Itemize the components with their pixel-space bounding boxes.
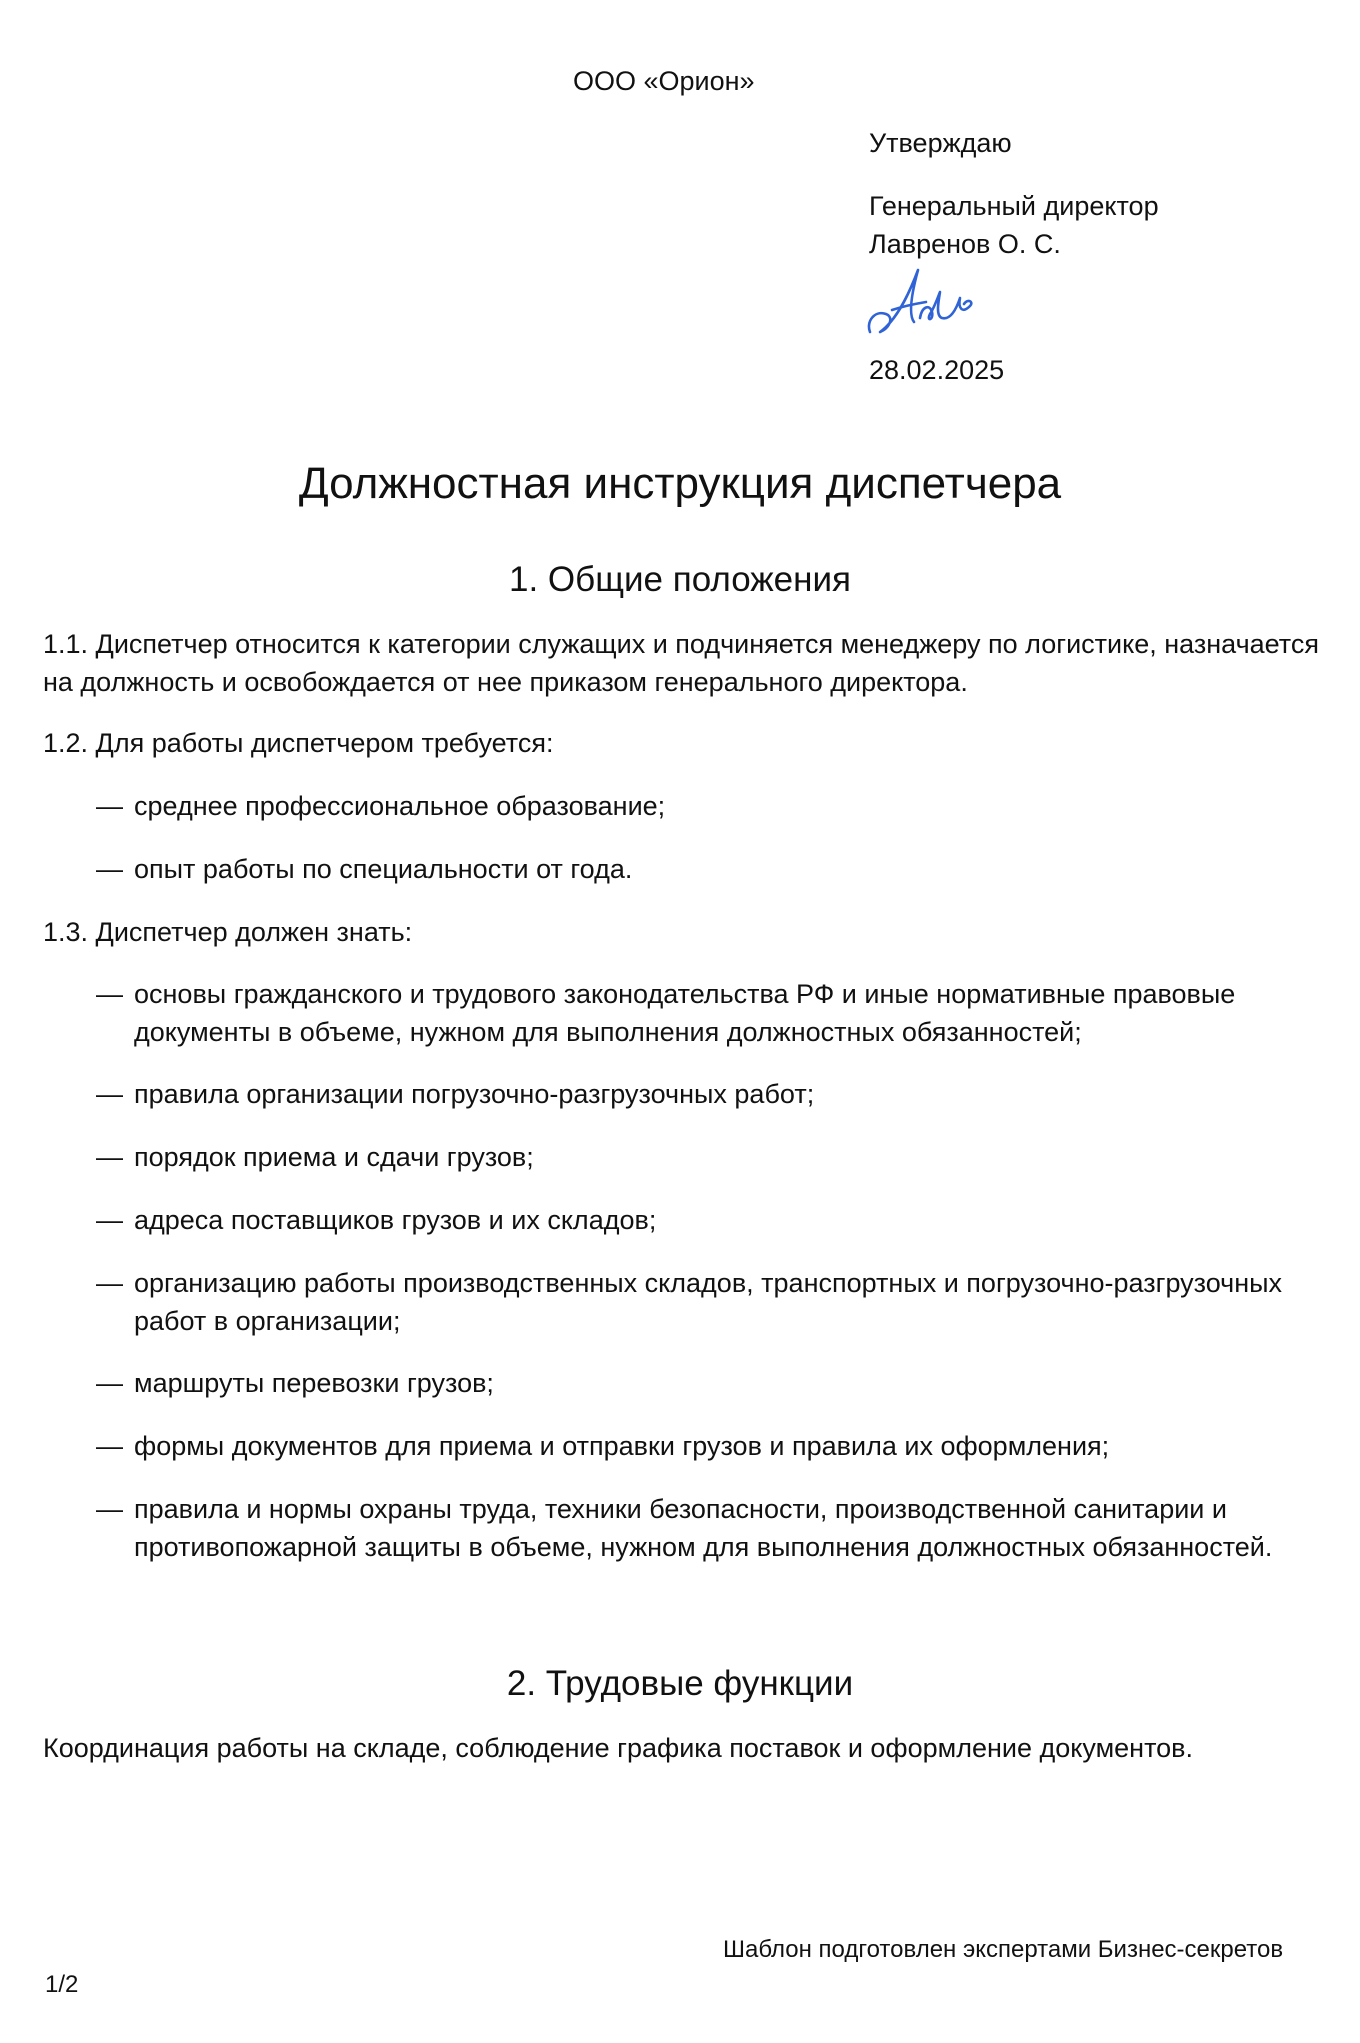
list-item-text: порядок приема и сдачи грузов; xyxy=(134,1142,534,1172)
list-item-text: организацию работы производственных складов, транспортных и погрузочно-разгрузочных работ в организации; xyxy=(134,1268,1283,1336)
list-item-text: правила и нормы охраны труда, техники безопасности, производственной санитарии и противопожарной защиты в объеме, нужном для выполнения должностных обязанностей. xyxy=(134,1494,1273,1562)
list-item-text: опыт работы по специальности от года. xyxy=(134,854,633,884)
list-item xyxy=(96,1427,1336,1465)
director-title: Генеральный директор xyxy=(869,191,1159,221)
list-item xyxy=(96,1138,1336,1176)
list-item xyxy=(96,975,1336,1051)
list-dash: — xyxy=(96,1079,123,1109)
footer-credit: Шаблон подготовлен экспертами Бизнес-секретов xyxy=(723,1936,1284,1963)
list-item-text: среднее профессиональное образование; xyxy=(134,791,666,821)
list-dash: — xyxy=(96,1142,123,1172)
list-item-text: маршруты перевозки грузов; xyxy=(134,1368,494,1398)
list-item-text: формы документов для приема и отправки грузов и правила их оформления; xyxy=(134,1431,1110,1461)
list-item-text: адреса поставщиков грузов и их складов; xyxy=(134,1205,657,1235)
paragraph-1-3: 1.3. Диспетчер должен знать: xyxy=(43,917,413,947)
approval-date: 28.02.2025 xyxy=(869,355,1005,385)
list-dash: — xyxy=(96,791,123,821)
list-dash: — xyxy=(96,1368,123,1398)
list-item xyxy=(96,1490,1336,1566)
list-dash: — xyxy=(96,1494,123,1524)
list-item-text: основы гражданского и трудового законодательства РФ и иные нормативные правовые документы в объеме, нужном для выполнения должностных обязанностей; xyxy=(134,979,1236,1047)
page-number: 1/2 xyxy=(45,1971,79,1998)
section-2-heading: 2. Трудовые функции xyxy=(506,1664,854,1703)
list-item xyxy=(96,1364,1336,1402)
list-item xyxy=(96,787,1336,825)
organization-name: ООО «Орион» xyxy=(573,66,755,96)
paragraph-1-2: 1.2. Для работы диспетчером требуется: xyxy=(43,728,554,758)
signature-icon xyxy=(864,262,980,346)
document-title: Должностная инструкция диспетчера xyxy=(298,459,1062,508)
section-2-text: Координация работы на складе, соблюдение графика поставок и оформление документов. xyxy=(43,1733,1194,1763)
section-1-heading: 1. Общие положения xyxy=(509,560,851,599)
list-dash: — xyxy=(96,1431,123,1461)
list-dash: — xyxy=(96,854,123,884)
list-item xyxy=(96,1264,1336,1340)
approve-label: Утверждаю xyxy=(869,128,1012,158)
paragraph-1-1: 1.1. Диспетчер относится к категории служащих и подчиняется менеджеру по логистике, назначается на должность и освобождается от нее приказом генерального директора. xyxy=(43,629,1319,697)
director-name: Лавренов О. С. xyxy=(869,229,1061,259)
list-dash: — xyxy=(96,1268,123,1298)
list-item xyxy=(96,850,1336,888)
list-dash: — xyxy=(96,979,123,1009)
list-dash: — xyxy=(96,1205,123,1235)
list-item-text: правила организации погрузочно-разгрузочных работ; xyxy=(134,1079,815,1109)
list-item xyxy=(96,1075,1336,1113)
list-item xyxy=(96,1201,1336,1239)
